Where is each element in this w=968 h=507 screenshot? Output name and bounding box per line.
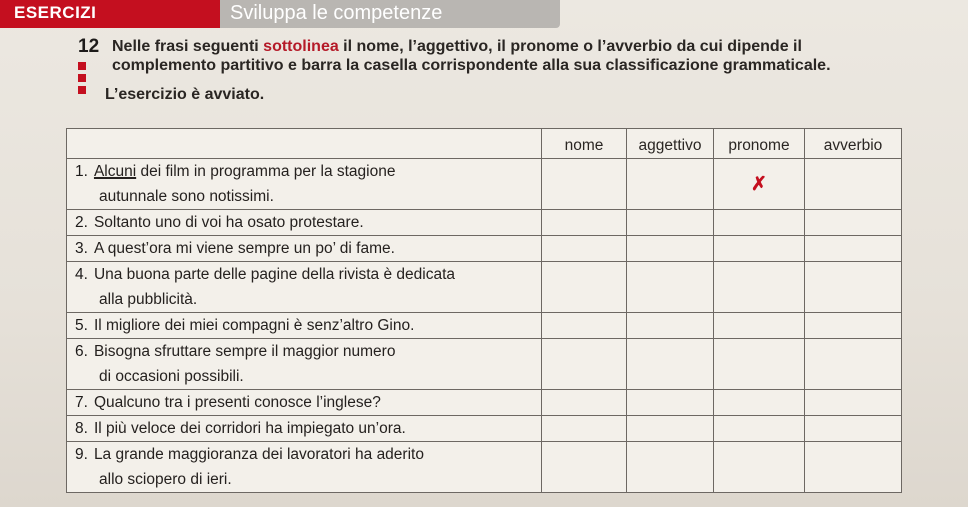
checkbox-cell-pronome[interactable] (714, 210, 805, 236)
header-nome: nome (542, 129, 627, 159)
sentence-text: La grande maggioranza dei lavoratori ha aderito (93, 446, 424, 463)
sentence-text: Il più veloce dei corridori ha impiegato un’ora. (93, 420, 406, 437)
checkbox-cell-aggettivo[interactable] (627, 416, 714, 442)
sentence-continuation: autunnale sono notissimi. (99, 188, 274, 205)
table-row (67, 262, 902, 313)
difficulty-dot (78, 86, 86, 94)
sentence-cell (67, 390, 542, 416)
sentence-text: Qualcuno tra i presenti conosce l’inglese? (93, 394, 381, 411)
instruction-rest: il nome, l’aggettivo, il pronome o l’avverbio da cui dipende il complemento partitivo e barra la casella corrispondente alla sua classificazione grammaticale. (112, 38, 831, 74)
checkbox-cell-pronome[interactable]: ✗ (714, 159, 805, 210)
checkbox-cell-aggettivo[interactable] (627, 159, 714, 210)
sentence-number: 2. (75, 214, 88, 231)
checkbox-cell-avverbio[interactable] (805, 390, 902, 416)
difficulty-dot (78, 62, 86, 70)
checkbox-cell-nome[interactable] (542, 159, 627, 210)
sentence-number: 4. (75, 266, 88, 283)
underlined-word: Alcuni (93, 163, 137, 180)
checkbox-cell-avverbio[interactable] (805, 236, 902, 262)
exercise-instruction (112, 37, 902, 75)
sentence-number: 9. (75, 446, 88, 463)
sentence-continuation: di occasioni possibili. (99, 368, 244, 385)
table-row (67, 390, 902, 416)
table-row (67, 159, 902, 210)
checkbox-cell-avverbio[interactable] (805, 313, 902, 339)
sentence-cell (67, 210, 542, 236)
sentence-text: Una buona parte delle pagine della rivista è dedicata (93, 266, 455, 283)
sentence-number: 7. (75, 394, 88, 411)
checkbox-cell-nome[interactable] (542, 313, 627, 339)
checkbox-cell-avverbio[interactable] (805, 262, 902, 313)
checkbox-cell-pronome[interactable] (714, 262, 805, 313)
table-row (67, 236, 902, 262)
sentence-number: 8. (75, 420, 88, 437)
sentence-number: 5. (75, 317, 88, 334)
section-banner (0, 0, 560, 28)
exercise-number: 12 (78, 36, 100, 57)
sentence-number: 1. (75, 163, 88, 180)
section-title: Sviluppa le competenze (230, 2, 443, 24)
table-row (67, 442, 902, 493)
sentence-text: Bisogna sfruttare sempre il maggior numero (93, 343, 396, 360)
sentence-cell (67, 339, 542, 390)
checkbox-cell-aggettivo[interactable] (627, 313, 714, 339)
header-avverbio: avverbio (805, 129, 902, 159)
checkbox-cell-aggettivo[interactable] (627, 236, 714, 262)
checkbox-cell-avverbio[interactable] (805, 416, 902, 442)
checkbox-cell-nome[interactable] (542, 416, 627, 442)
checkbox-cell-nome[interactable] (542, 210, 627, 236)
sentence-number: 3. (75, 240, 88, 257)
sentence-cell (67, 313, 542, 339)
checkbox-cell-pronome[interactable] (714, 313, 805, 339)
sentence-cell (67, 236, 542, 262)
sentence-cell (67, 442, 542, 493)
instruction-keyword: sottolinea (263, 38, 339, 55)
checkbox-cell-avverbio[interactable] (805, 442, 902, 493)
table-row (67, 313, 902, 339)
sentence-cell (67, 159, 542, 210)
table-header-row (67, 129, 902, 159)
sentence-text: dei film in programma per la stagione (136, 163, 396, 180)
header-pronome: pronome (714, 129, 805, 159)
section-tag: ESERCIZI (0, 0, 220, 28)
checkbox-cell-pronome[interactable] (714, 442, 805, 493)
header-sentence (67, 129, 542, 159)
classification-table (66, 128, 902, 493)
exercise-note: L’esercizio è avviato. (105, 86, 265, 103)
checkbox-cell-aggettivo[interactable] (627, 442, 714, 493)
table-row (67, 416, 902, 442)
checkbox-cell-nome[interactable] (542, 236, 627, 262)
checkbox-cell-nome[interactable] (542, 390, 627, 416)
table-row (67, 210, 902, 236)
sentence-cell (67, 262, 542, 313)
sentence-number: 6. (75, 343, 88, 360)
sentence-text: Soltanto uno di voi ha osato protestare. (93, 214, 364, 231)
checkbox-cell-pronome[interactable] (714, 236, 805, 262)
checkbox-cell-pronome[interactable] (714, 339, 805, 390)
difficulty-dot (78, 74, 86, 82)
checkbox-cell-aggettivo[interactable] (627, 390, 714, 416)
checkbox-cell-aggettivo[interactable] (627, 339, 714, 390)
table-row (67, 339, 902, 390)
checkbox-cell-avverbio[interactable] (805, 339, 902, 390)
sentence-continuation: alla pubblicità. (99, 291, 198, 308)
sentence-cell (67, 416, 542, 442)
sentence-text: Il migliore dei miei compagni è senz’altro Gino. (93, 317, 415, 334)
checkbox-cell-avverbio[interactable] (805, 159, 902, 210)
checkbox-cell-aggettivo[interactable] (627, 210, 714, 236)
checkbox-cell-avverbio[interactable] (805, 210, 902, 236)
checkbox-cell-nome[interactable] (542, 339, 627, 390)
checkbox-cell-pronome[interactable] (714, 390, 805, 416)
checkbox-cell-nome[interactable] (542, 442, 627, 493)
checkbox-cell-aggettivo[interactable] (627, 262, 714, 313)
sentence-text: A quest’ora mi viene sempre un po’ di fame. (93, 240, 395, 257)
checkbox-cell-pronome[interactable] (714, 416, 805, 442)
instruction-lead: Nelle frasi seguenti (112, 38, 264, 55)
checkbox-cell-nome[interactable] (542, 262, 627, 313)
difficulty-markers (78, 62, 86, 98)
header-aggettivo: aggettivo (627, 129, 714, 159)
sentence-continuation: allo sciopero di ieri. (99, 471, 232, 488)
